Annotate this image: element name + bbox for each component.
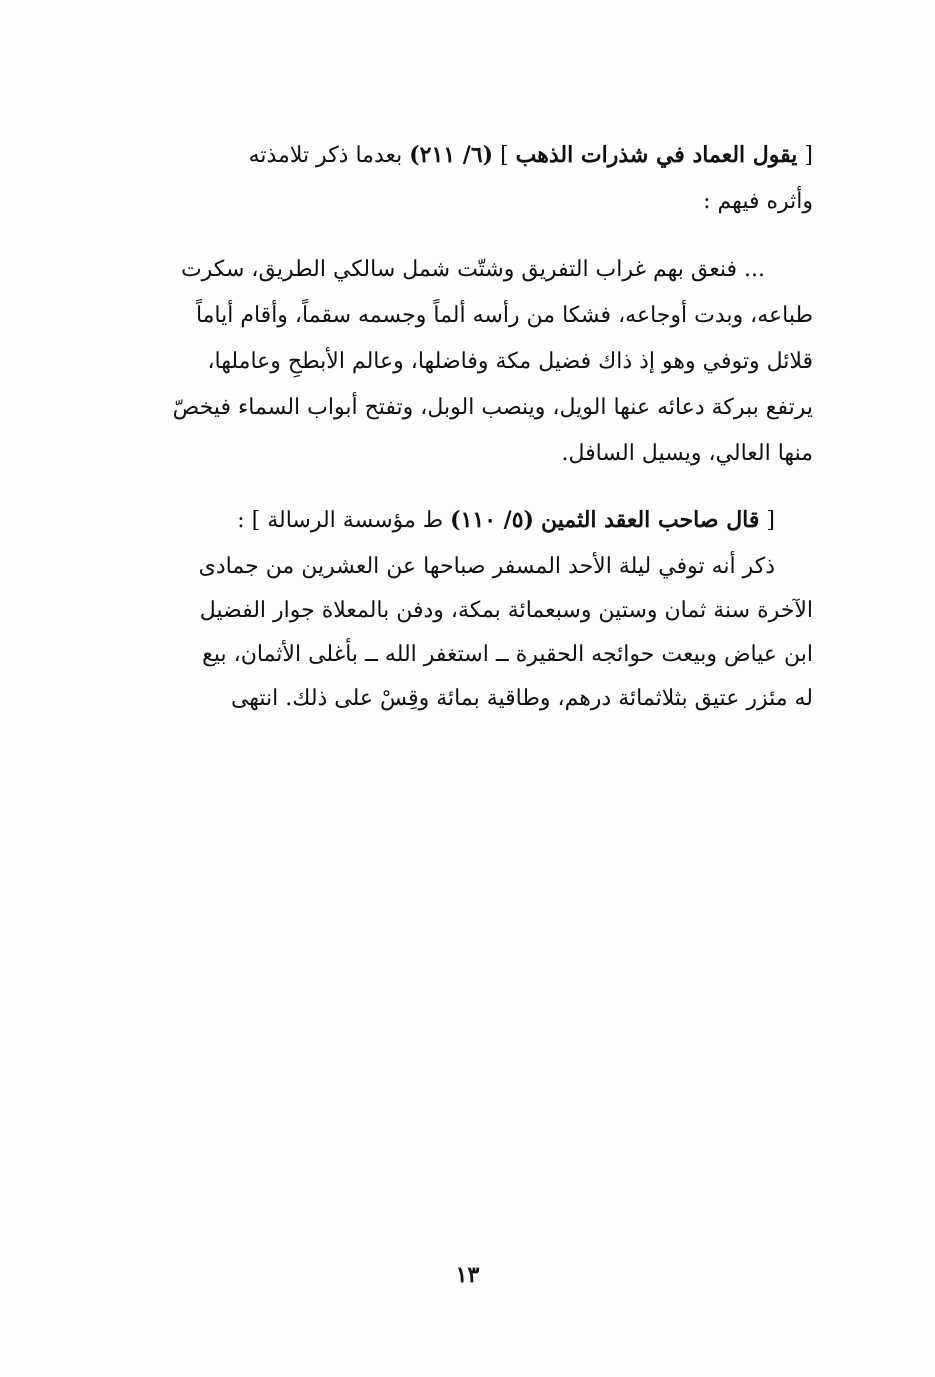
- page-number: ١٣: [455, 1262, 480, 1288]
- section1-heading-line1: [118, 132, 813, 179]
- section-shadharat: [118, 132, 813, 477]
- publisher: ط مؤسسة الرسالة: [267, 508, 444, 533]
- bracket-close: ] :: [237, 508, 261, 533]
- quote-line: يرتفع ببركة دعائه عنها الويل، وينصب الوبل، وتفتح أبواب السماء فيخصّ: [172, 395, 813, 420]
- section1-heading-line2: وأثره فيهم :: [703, 189, 813, 214]
- source-title: قال صاحب العقد الثمين: [540, 507, 760, 533]
- section1-quote: [118, 247, 813, 477]
- section1-heading: [118, 132, 813, 225]
- bracket-open: [: [766, 508, 775, 533]
- quote-line: ... فنعق بهم غراب التفريق وشتّت شمل سالكي الطريق، سكرت: [180, 257, 765, 282]
- body-line: الآخرة سنة ثمان وستين وسبعمائة بمكة، ودفن بالمعلاة جوار الفضيل: [199, 598, 813, 623]
- source-reference: (٥/ ١١٠): [450, 507, 534, 533]
- source-reference: (٦/ ٢١١): [409, 142, 494, 168]
- section-iqd-thamin: [118, 496, 813, 721]
- quote-line: قلائل وتوفي وهو إذ ذاك فضيل مكة وفاضلها، وعالم الأبطحِ وعاملها،: [207, 349, 813, 374]
- body-line: ذكر أنه توفي ليلة الأحد المسفر صباحها عن العشرين من جمادى: [198, 554, 775, 579]
- source-title: يقول العماد في شذرات الذهب: [515, 142, 798, 168]
- body-line: ابن عياض وبيعت حوائجه الحقيرة ــ استغفر الله ــ بأغلى الأثمان، بيع: [202, 642, 813, 667]
- quote-line: طباعه، وبدت أوجاعه، فشكا من رأسه ألماً وجسمه سقماً، وأقام أياماً: [195, 303, 813, 328]
- heading-text: بعدما ذكر تلامذته: [248, 143, 403, 168]
- section2-heading: [118, 496, 813, 545]
- body-line: له مئزر عتيق بثلاثمائة درهم، وطاقية بمائة وقِسْ على ذلك. انتهى: [230, 686, 813, 711]
- bracket-open: [: [804, 143, 813, 168]
- quote-line: منها العالي، ويسيل السافل.: [561, 441, 813, 466]
- bracket-close: ]: [500, 143, 509, 168]
- section2-body: [118, 545, 813, 721]
